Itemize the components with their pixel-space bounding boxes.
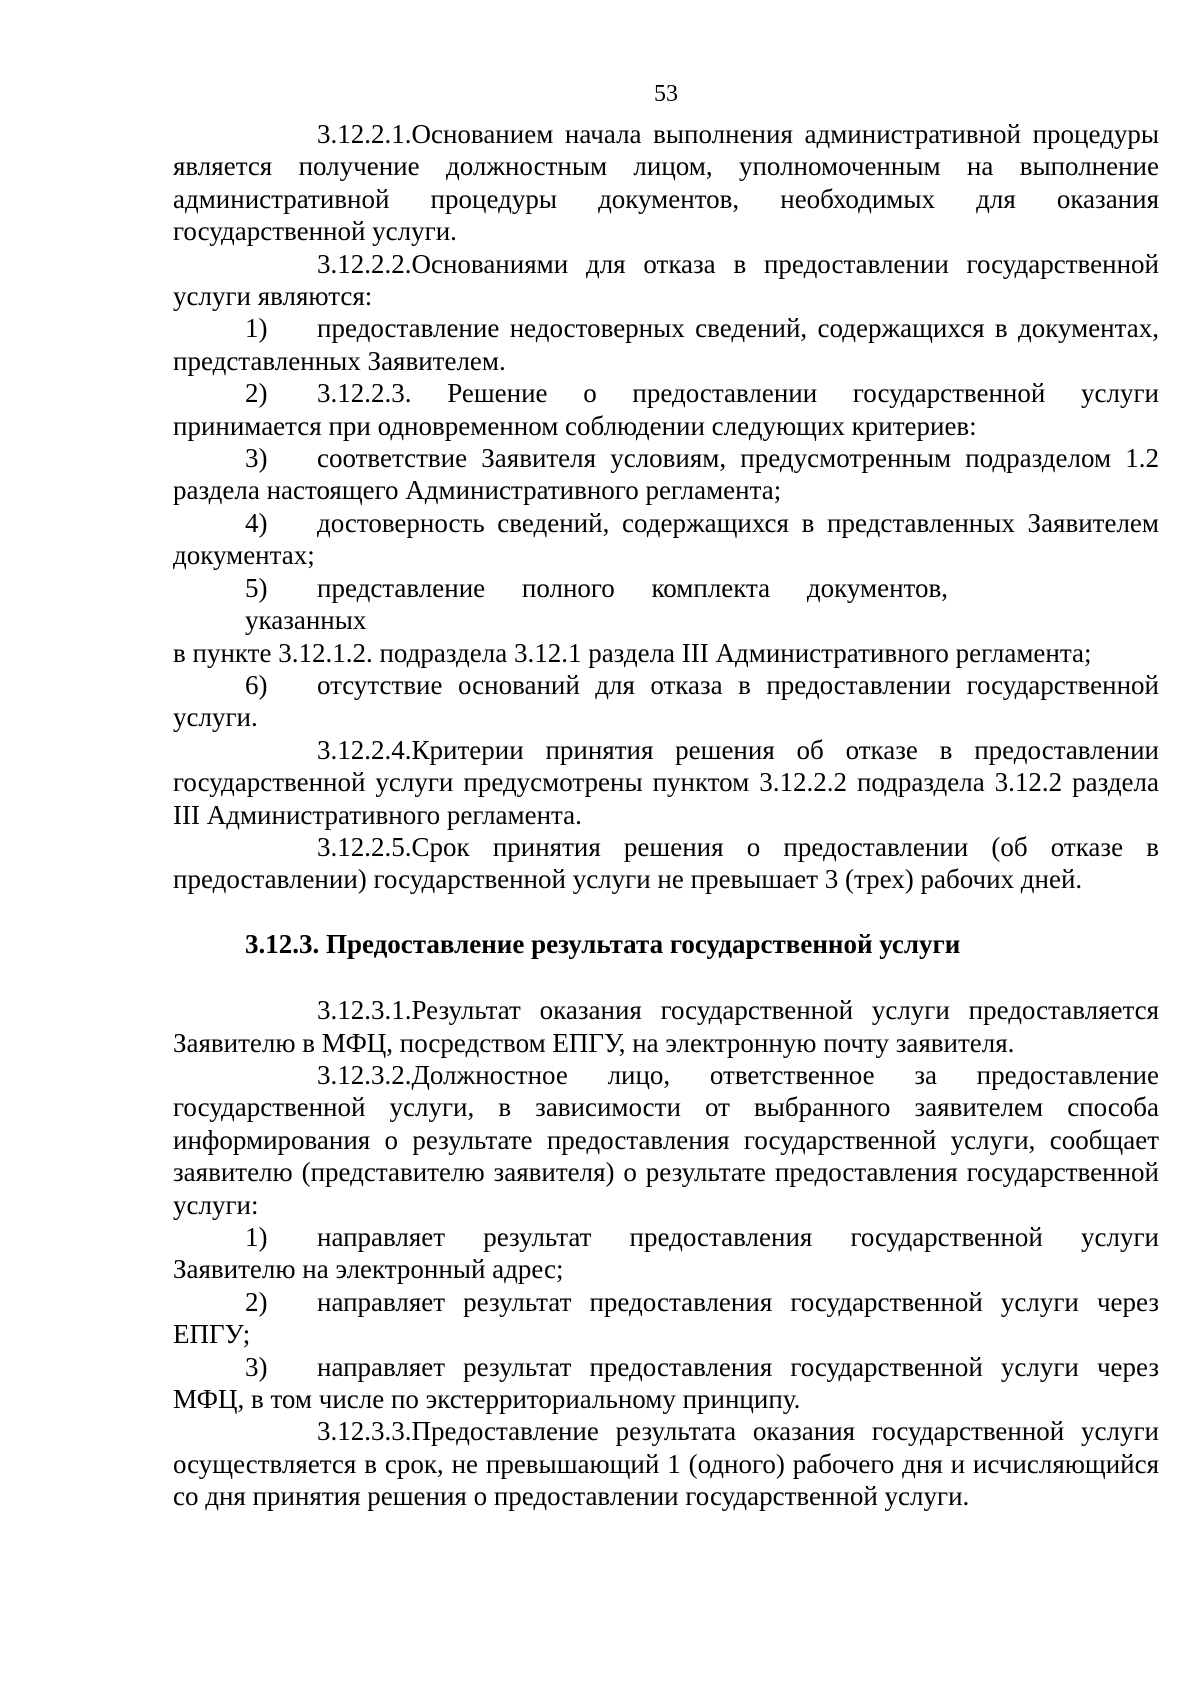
list-marker: 2)	[245, 1286, 268, 1317]
list-marker: 1)	[245, 313, 268, 344]
list-marker: 2)	[245, 378, 268, 409]
section-heading: 3.12.3. Предоставление результата государственной услуги	[245, 928, 961, 959]
list-item	[173, 669, 1159, 734]
paragraph-number: 3.12.2.4.	[317, 734, 412, 765]
paragraph-text: Основаниями для отказа в предоставлении государственной услуги являются:	[173, 248, 1159, 312]
list-item-text: направляет результат предоставления государственной услуги Заявителю на электронный адрес;	[173, 1222, 1159, 1285]
list-marker: 5)	[245, 572, 268, 603]
list-marker: 6)	[245, 669, 268, 700]
list-item-text: 3.12.2.3. Решение о предоставлении государственной услуги принимается при одновременном соблюдении следующих критериев:	[173, 378, 1159, 441]
list-item-5-row	[173, 572, 1159, 604]
list-marker: 3)	[245, 1351, 268, 1382]
list-item	[173, 442, 1159, 507]
paragraph-text: Результат оказания государственной услуги предоставляется Заявителю в МФЦ, посредством ЕПГУ, на электронную почту заявителя.	[173, 995, 1159, 1058]
list-marker: 3)	[245, 443, 268, 474]
list-marker: 4)	[245, 507, 268, 538]
paragraph-text: Должностное лицо, ответственное за предоставление государственной услуги, в зависимости от выбранного заявителем способа информирования о результате предоставления государственной услуги, сообщает заявителю (представителю заявителя) о результате предоставления государственной услуги:	[173, 1059, 1159, 1220]
paragraph-number: 3.12.3.2.	[317, 1059, 412, 1090]
paragraph-3-12-3-1	[173, 994, 1159, 1059]
paragraph-3-12-2-1	[173, 118, 1159, 248]
paragraph-number: 3.12.3.1.	[317, 995, 412, 1026]
document-page	[173, 78, 1159, 1513]
list-item-5	[173, 572, 1159, 669]
list-item-5-row	[173, 604, 1159, 636]
list-item	[173, 377, 1159, 442]
paragraph-3-12-2-4	[173, 734, 1159, 831]
list-item-text: достоверность сведений, содержащихся в представленных Заявителем документах;	[173, 507, 1159, 571]
paragraph-text: Критерии принятия решения об отказе в предоставлении государственной услуги предусмотрены пунктом 3.12.2.2 подраздела 3.12.2 раздела III Административного регламента.	[173, 734, 1159, 830]
paragraph-number: 3.12.2.5.	[317, 831, 412, 862]
list-item	[173, 1221, 1159, 1286]
paragraph-3-12-2-5	[173, 831, 1159, 896]
list-item-text: соответствие Заявителя условиям, предусмотренным подразделом 1.2 раздела настоящего Административного регламента;	[173, 443, 1159, 506]
list-item-text: направляет результат предоставления государственной услуги через ЕПГУ;	[173, 1286, 1159, 1350]
list-item-5-continuation: в пункте 3.12.1.2. подраздела 3.12.1 раздела III Административного регламента;	[173, 637, 1092, 668]
paragraph-3-12-3-3	[173, 1415, 1159, 1512]
paragraph-text: Основанием начала выполнения административной процедуры является получение должностным лицом, уполномоченным на выполнение административной процедуры документов, необходимых для оказания государственной услуги.	[173, 119, 1159, 247]
paragraph-3-12-2-2	[173, 248, 1159, 313]
paragraph-number: 3.12.3.3.	[317, 1416, 412, 1447]
list-item-text: направляет результат предоставления государственной услуги через МФЦ, в том числе по экстерриториальному принципу.	[173, 1351, 1159, 1415]
paragraph-number: 3.12.2.1.	[317, 119, 412, 149]
paragraph-text: Предоставление результата оказания государственной услуги осуществляется в срок, не превышающий 1 (одного) рабочего дня и исчисляющийся со дня принятия решения о предоставлении государственной услуги.	[173, 1416, 1159, 1512]
list-item-text: предоставление недостоверных сведений, содержащихся в документах, представленных Заявителем.	[173, 313, 1159, 376]
page-number: 53	[654, 81, 678, 107]
list-item	[173, 312, 1159, 377]
list-item-text: отсутствие оснований для отказа в предоставлении государственной услуги.	[173, 669, 1159, 733]
paragraph-text: Срок принятия решения о предоставлении (об отказе в предоставлении) государственной услуги не превышает 3 (трех) рабочих дней.	[173, 831, 1159, 895]
list-item	[173, 1286, 1159, 1351]
list-item	[173, 1351, 1159, 1416]
paragraph-number: 3.12.2.2.	[317, 248, 412, 279]
list-item-text: указанных	[245, 605, 367, 636]
list-item-text: представление полного комплекта документов,	[317, 572, 948, 603]
paragraph-3-12-3-2	[173, 1059, 1159, 1221]
list-marker: 1)	[245, 1222, 268, 1252]
list-item	[173, 507, 1159, 572]
